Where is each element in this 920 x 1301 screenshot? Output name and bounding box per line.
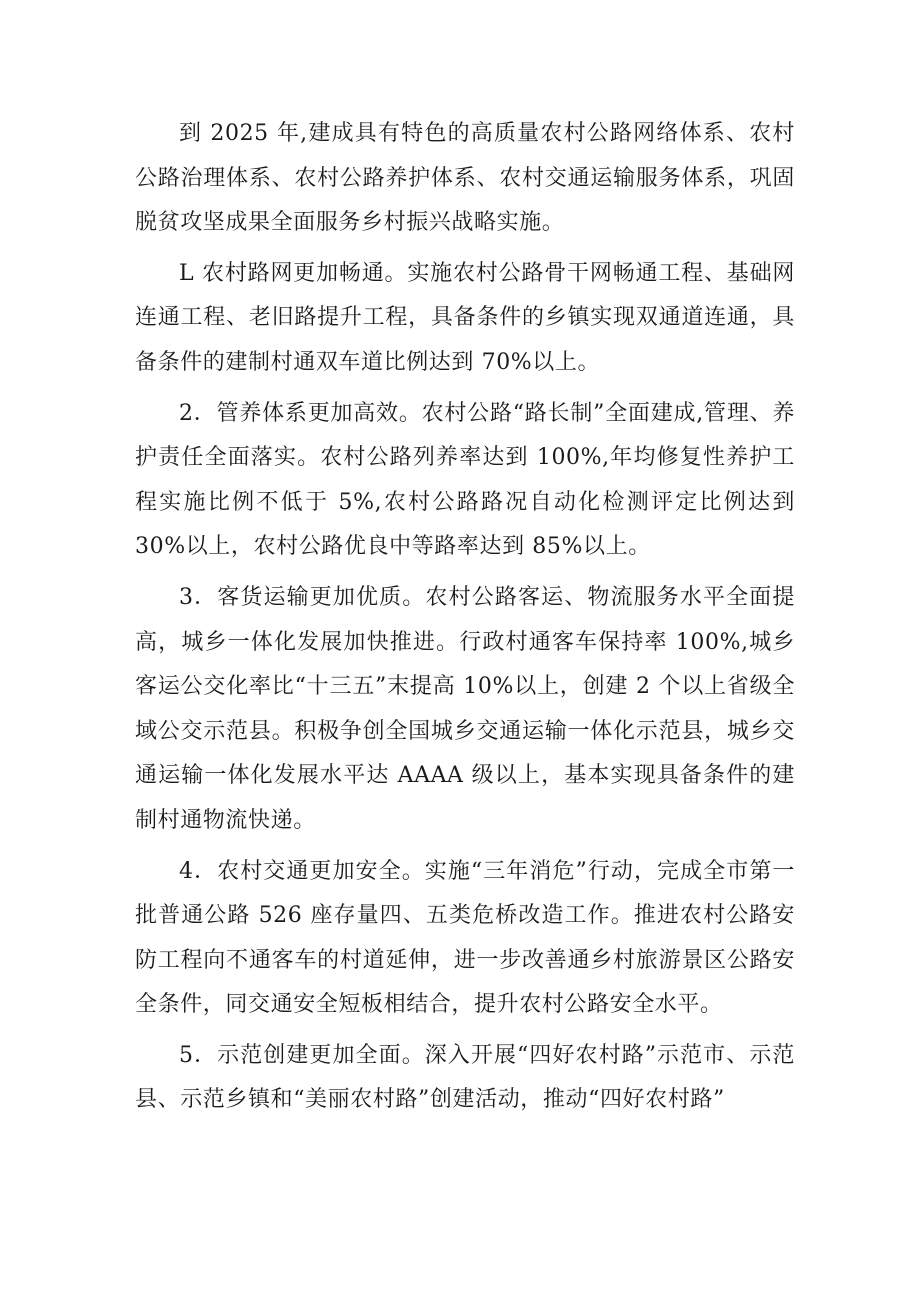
paragraph-transport-services: 3．客货运输更加优质。农村公路客运、物流服务水平全面提高，城乡一体化发展加快推进。行政村通客车保持率 100%,城乡客运公交化率比“十三五”末提高 10%以上，创建 2 个以上省级全域公交示范县。积极争创全国城乡交通运输一体化示范县，城乡交通运输一体化发展水平达 AAAA 级以上，基本实现具备条件的建制村通物流快递。 [135, 584, 795, 833]
paragraph-goal-2025: 到 2025 年,建成具有特色的高质量农村公路网络体系、农村公路治理体系、农村公路养护体系、农村交通运输服务体系，巩固脱贫攻坚成果全面服务乡村振兴战略实施。 [135, 121, 795, 236]
paragraph-traffic-safety: 4．农村交通更加安全。实施“三年消危”行动，完成全市第一批普通公路 526 座存量四、五类危桥改造工作。推进农村公路安防工程向不通客车的村道延伸，进一步改善通乡村旅游景区公路安全条件，同交通安全短板相结合，提升农村公路安全水平。 [135, 858, 795, 1018]
paragraph-demonstration: 5．示范创建更加全面。深入开展“四好农村路”示范市、示范县、示范乡镇和“美丽农村路”创建活动，推动“四好农村路” [135, 1042, 795, 1113]
paragraph-maintenance-system: 2．管养体系更加高效。农村公路“路长制”全面建成,管理、养护责任全面落实。农村公路列养率达到 100%,年均修复性养护工程实施比例不低于 5%,农村公路路况自动化检测评定比例达到 30%以上，农村公路优良中等路率达到 85%以上。 [135, 400, 795, 560]
document-body [135, 112, 795, 1129]
paragraph-road-network: L 农村路网更加畅通。实施农村公路骨干网畅通工程、基础网连通工程、老旧路提升工程，具备条件的乡镇实现双通道连通，具备条件的建制村通双车道比例达到 70%以上。 [135, 260, 795, 375]
